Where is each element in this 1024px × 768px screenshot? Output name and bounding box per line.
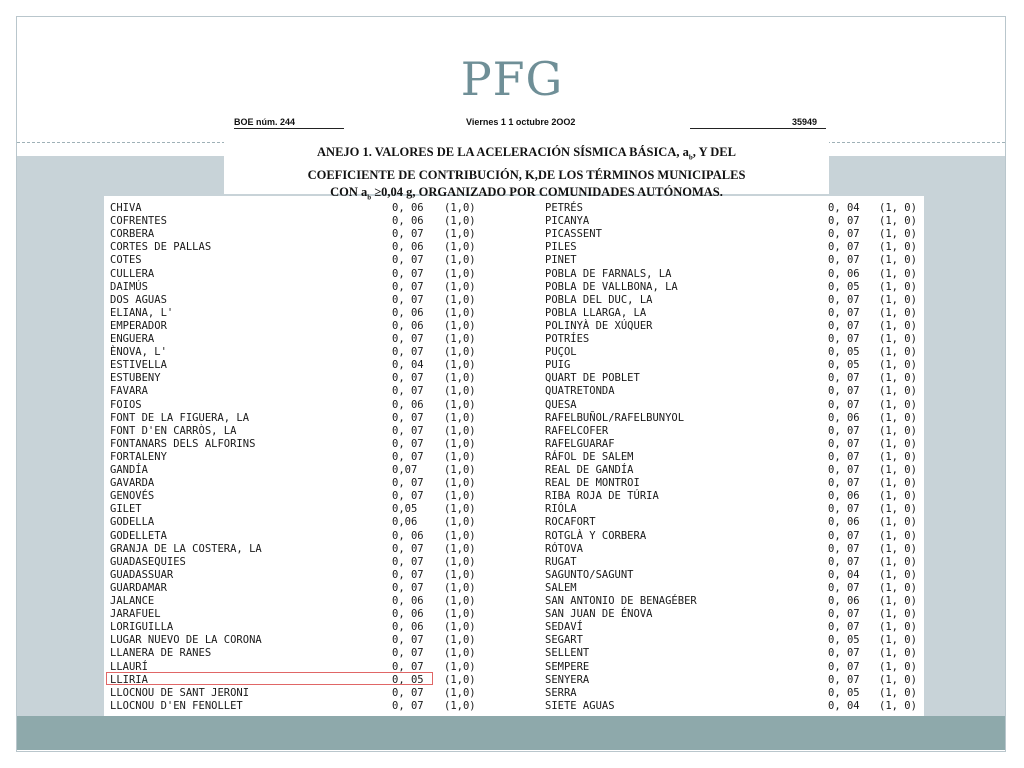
table-row: [0, 530, 1024, 543]
table-row: [0, 477, 1024, 490]
table-row: [0, 228, 1024, 241]
acceleration-value: 0, 07: [392, 568, 424, 581]
acceleration-value: 0, 07: [828, 228, 860, 241]
coefficient-value: (1, 0): [879, 660, 917, 673]
municipality-name: LLIRIA: [110, 673, 148, 686]
municipality-name: PILES: [545, 241, 577, 254]
coefficient-value: (1,0): [444, 529, 476, 542]
table-row: [0, 320, 1024, 333]
coefficient-value: (1,0): [444, 215, 476, 228]
table-row: [0, 569, 1024, 582]
annex-line-1: ANEJO 1. VALORES DE LA ACELERACIÓN SÍSMICA BÁSICA, $a_b$, Y DEL: [317, 145, 736, 162]
acceleration-value: 0, 07: [392, 293, 424, 306]
coefficient-value: (1,0): [444, 228, 476, 241]
municipality-name: COTES: [110, 254, 142, 267]
municipality-name: CHIVA: [110, 202, 142, 214]
municipality-name: GANDÍA: [110, 464, 148, 476]
coefficient-value: (1,0): [444, 647, 476, 660]
acceleration-value: 0, 07: [392, 437, 424, 450]
table-row: [0, 543, 1024, 556]
coefficient-value: (1, 0): [879, 306, 917, 319]
table-row: [0, 451, 1024, 464]
acceleration-value: 0, 07: [392, 542, 424, 555]
municipality-name: ELIANA, L': [110, 306, 174, 319]
municipality-name: SAGUNTO/SAGUNT: [545, 568, 634, 581]
acceleration-value: 0, 07: [828, 621, 860, 634]
coefficient-value: (1,0): [444, 568, 476, 581]
table-row: [0, 281, 1024, 294]
acceleration-value: 0, 07: [392, 411, 424, 424]
municipality-name: CORTES DE PALLAS: [110, 241, 212, 254]
municipality-name: FONT D'EN CARRÒS, LA: [110, 424, 237, 437]
coefficient-value: (1,0): [444, 464, 476, 476]
coefficient-value: (1, 0): [879, 346, 917, 359]
table-row: [0, 634, 1024, 647]
acceleration-value: 0, 07: [392, 555, 424, 568]
table-row: [0, 359, 1024, 372]
acceleration-value: 0, 07: [392, 686, 424, 699]
acceleration-value: 0, 07: [392, 372, 424, 385]
municipality-name: SENYERA: [545, 673, 590, 686]
boe-number: BOE núm. 244: [234, 117, 296, 127]
coefficient-value: (1,0): [444, 490, 476, 503]
acceleration-value: 0, 06: [392, 215, 424, 228]
coefficient-value: (1, 0): [879, 254, 917, 267]
table-row: [0, 215, 1024, 228]
acceleration-value: 0, 04: [828, 568, 860, 581]
coefficient-value: (1,0): [444, 686, 476, 699]
acceleration-value: 0, 06: [392, 241, 424, 254]
acceleration-value: 0, 07: [392, 450, 424, 463]
acceleration-value: 0, 07: [828, 215, 860, 228]
municipality-name: QUATRETONDA: [545, 385, 615, 398]
acceleration-value: 0, 07: [392, 385, 424, 398]
coefficient-value: (1, 0): [879, 450, 917, 463]
municipality-name: LUGAR NUEVO DE LA CORONA: [110, 634, 262, 647]
slide-title: PFG: [460, 52, 564, 106]
coefficient-value: (1,0): [444, 595, 476, 607]
municipality-name: GENOVÉS: [110, 490, 155, 503]
acceleration-value: 0, 07: [828, 437, 860, 450]
coefficient-value: (1, 0): [879, 437, 917, 450]
acceleration-value: 0, 07: [828, 306, 860, 319]
coefficient-value: (1,0): [444, 608, 476, 621]
coefficient-value: (1, 0): [879, 333, 917, 345]
acceleration-value: 0, 07: [392, 647, 424, 660]
acceleration-value: 0, 06: [392, 621, 424, 634]
acceleration-value: 0, 07: [392, 477, 424, 490]
municipality-name: LLAURÍ: [110, 660, 148, 673]
municipality-name: RIÓLA: [545, 503, 577, 516]
municipality-name: ESTUBENY: [110, 372, 161, 385]
municipality-name: LORIGUILLA: [110, 621, 174, 634]
acceleration-value: 0, 07: [828, 477, 860, 490]
annex-heading: [224, 138, 829, 201]
acceleration-value: 0, 06: [392, 202, 424, 214]
acceleration-value: 0, 05: [828, 686, 860, 699]
acceleration-value: 0, 07: [392, 280, 424, 293]
acceleration-value: 0, 05: [392, 673, 424, 686]
table-row: [0, 425, 1024, 438]
coefficient-value: (1, 0): [879, 516, 917, 529]
municipality-name: SAN JUAN DE ÉNOVA: [545, 608, 653, 621]
annex-line-3: CON $a_b \ge 0,04$ g, ORGANIZADO POR COMUNIDADES AUTÓNOMAS.: [330, 184, 723, 201]
municipality-name: RÓTOVA: [545, 542, 583, 555]
municipality-name: RAFELCOFER: [545, 424, 609, 437]
acceleration-value: 0, 07: [828, 555, 860, 568]
annex-line-2: COEFICIENTE DE CONTRIBUCIÓN, K,DE LOS TÉRMINOS MUNICIPALES: [307, 167, 746, 182]
acceleration-value: 0, 04: [828, 202, 860, 214]
acceleration-value: 0, 07: [828, 254, 860, 267]
municipality-name: PICANYA: [545, 215, 590, 228]
coefficient-value: (1,0): [444, 385, 476, 398]
coefficient-value: (1,0): [444, 503, 476, 516]
municipality-name: CULLERA: [110, 267, 155, 280]
municipality-name: PUIG: [545, 359, 571, 372]
municipality-name: COFRENTES: [110, 215, 167, 228]
municipality-name: DAIMÚS: [110, 280, 148, 293]
municipality-name: POBLA LLARGA, LA: [545, 306, 647, 319]
acceleration-value: 0,06: [392, 516, 418, 529]
coefficient-value: (1, 0): [879, 555, 917, 568]
coefficient-value: (1, 0): [879, 372, 917, 385]
municipality-name: RIBA ROJA DE TÚRIA: [545, 490, 659, 503]
coefficient-value: (1,0): [444, 477, 476, 490]
acceleration-value: 0, 07: [828, 673, 860, 686]
municipality-name: PUÇOL: [545, 346, 577, 359]
acceleration-value: 0, 07: [828, 372, 860, 385]
acceleration-value: 0, 07: [828, 424, 860, 437]
municipality-name: LLANERA DE RANES: [110, 647, 212, 660]
acceleration-value: 0, 07: [828, 293, 860, 306]
acceleration-value: 0, 07: [392, 333, 424, 345]
table-row: [0, 307, 1024, 320]
coefficient-value: (1,0): [444, 202, 476, 214]
boe-rule-left: [234, 128, 344, 129]
acceleration-value: 0, 06: [392, 306, 424, 319]
lliria-highlight-box: [106, 672, 433, 685]
coefficient-value: (1, 0): [879, 581, 917, 594]
municipality-name: FONTANARS DELS ALFORINS: [110, 437, 256, 450]
municipality-name: ÈNOVA, L': [110, 346, 167, 359]
coefficient-value: (1,0): [444, 437, 476, 450]
acceleration-value: 0, 07: [828, 398, 860, 411]
coefficient-value: (1, 0): [879, 424, 917, 437]
coefficient-value: (1,0): [444, 372, 476, 385]
acceleration-value: 0, 05: [828, 346, 860, 359]
table-row: [0, 346, 1024, 359]
table-row: [0, 700, 1024, 713]
acceleration-value: 0, 06: [828, 490, 860, 503]
acceleration-value: 0, 07: [392, 346, 424, 359]
municipality-name: FOIOS: [110, 398, 142, 411]
acceleration-value: 0, 07: [392, 267, 424, 280]
municipality-name: SAN ANTONIO DE BENAGÉBER: [545, 595, 697, 607]
municipality-name: POTRÍES: [545, 333, 590, 345]
acceleration-value: 0, 06: [392, 319, 424, 332]
coefficient-value: (1,0): [444, 398, 476, 411]
acceleration-value: 0, 07: [828, 542, 860, 555]
coefficient-value: (1, 0): [879, 398, 917, 411]
coefficient-value: (1,0): [444, 359, 476, 372]
municipality-name: SIETE AGUAS: [545, 699, 615, 712]
acceleration-value: 0, 06: [828, 595, 860, 607]
municipality-name: RAFELGUARAF: [545, 437, 615, 450]
acceleration-value: 0, 06: [828, 267, 860, 280]
acceleration-value: 0, 07: [392, 254, 424, 267]
coefficient-value: (1,0): [444, 450, 476, 463]
coefficient-value: (1,0): [444, 411, 476, 424]
coefficient-value: (1, 0): [879, 503, 917, 516]
municipality-name: POBLA DEL DUC, LA: [545, 293, 653, 306]
coefficient-value: (1,0): [444, 306, 476, 319]
coefficient-value: (1, 0): [879, 621, 917, 634]
acceleration-value: 0, 07: [392, 634, 424, 647]
table-row: [0, 241, 1024, 254]
municipality-name: LLOCNOU D'EN FENOLLET: [110, 699, 243, 712]
municipality-name: JARAFUEL: [110, 608, 161, 621]
coefficient-value: (1, 0): [879, 699, 917, 712]
table-row: [0, 516, 1024, 529]
acceleration-value: 0,05: [392, 503, 418, 516]
coefficient-value: (1,0): [444, 699, 476, 712]
acceleration-value: 0, 07: [392, 490, 424, 503]
acceleration-value: 0, 06: [828, 411, 860, 424]
municipality-name: PINET: [545, 254, 577, 267]
municipality-name: SEDAVÍ: [545, 621, 583, 634]
coefficient-value: (1, 0): [879, 215, 917, 228]
table-row: [0, 438, 1024, 451]
footer-band: [17, 716, 1005, 750]
table-row: [0, 503, 1024, 516]
municipality-name: QUART DE POBLET: [545, 372, 640, 385]
acceleration-value: 0, 07: [828, 581, 860, 594]
municipality-name: DOS AGUAS: [110, 293, 167, 306]
coefficient-value: (1,0): [444, 660, 476, 673]
acceleration-value: 0, 07: [828, 503, 860, 516]
coefficient-value: (1, 0): [879, 464, 917, 476]
coefficient-value: (1, 0): [879, 686, 917, 699]
coefficient-value: (1, 0): [879, 319, 917, 332]
municipality-name: ENGUERA: [110, 333, 155, 345]
acceleration-value: 0, 07: [828, 529, 860, 542]
coefficient-value: (1,0): [444, 293, 476, 306]
table-row: [0, 647, 1024, 660]
table-row: [0, 687, 1024, 700]
municipality-name: JALANCE: [110, 595, 155, 607]
municipality-name: FONT DE LA FIGUERA, LA: [110, 411, 250, 424]
municipality-name: RÁFOL DE SALEM: [545, 450, 634, 463]
coefficient-value: (1, 0): [879, 359, 917, 372]
coefficient-value: (1,0): [444, 319, 476, 332]
municipality-name: GILET: [110, 503, 142, 516]
coefficient-value: (1, 0): [879, 477, 917, 490]
coefficient-value: (1, 0): [879, 608, 917, 621]
coefficient-value: (1,0): [444, 516, 476, 529]
coefficient-value: (1, 0): [879, 490, 917, 503]
coefficient-value: (1, 0): [879, 529, 917, 542]
acceleration-value: 0, 07: [828, 333, 860, 345]
acceleration-value: 0, 07: [392, 228, 424, 241]
municipality-name: SALEM: [545, 581, 577, 594]
municipality-name: POBLA DE FARNALS, LA: [545, 267, 672, 280]
boe-page: 35949: [792, 117, 818, 127]
acceleration-value: 0, 07: [828, 385, 860, 398]
table-row: [0, 582, 1024, 595]
coefficient-value: (1,0): [444, 346, 476, 359]
coefficient-value: (1, 0): [879, 568, 917, 581]
coefficient-value: (1,0): [444, 267, 476, 280]
table-row: [0, 608, 1024, 621]
acceleration-value: 0, 04: [392, 359, 424, 372]
acceleration-value: 0, 05: [828, 634, 860, 647]
municipality-name: ROCAFORT: [545, 516, 596, 529]
acceleration-value: 0, 06: [392, 529, 424, 542]
municipality-name: FORTALENY: [110, 450, 167, 463]
table-row: [0, 294, 1024, 307]
coefficient-value: (1,0): [444, 621, 476, 634]
coefficient-value: (1,0): [444, 581, 476, 594]
municipality-name: QUESA: [545, 398, 577, 411]
acceleration-value: 0, 06: [392, 595, 424, 607]
table-row: [0, 268, 1024, 281]
municipality-name: SEGART: [545, 634, 583, 647]
acceleration-value: 0, 07: [828, 241, 860, 254]
table-row: [0, 621, 1024, 634]
municipality-name: SERRA: [545, 686, 577, 699]
municipality-name: PICASSENT: [545, 228, 602, 241]
acceleration-value: 0, 07: [392, 424, 424, 437]
municipality-name: RAFELBUÑOL/RAFELBUNYOL: [545, 411, 685, 424]
acceleration-value: 0, 07: [392, 581, 424, 594]
municipality-name: RUGAT: [545, 555, 577, 568]
acceleration-value: 0, 04: [828, 699, 860, 712]
coefficient-value: (1,0): [444, 254, 476, 267]
table-row: [0, 372, 1024, 385]
coefficient-value: (1,0): [444, 333, 476, 345]
coefficient-value: (1, 0): [879, 293, 917, 306]
acceleration-value: 0, 07: [828, 647, 860, 660]
coefficient-value: (1,0): [444, 673, 476, 686]
municipality-name: GODELLETA: [110, 529, 167, 542]
table-row: [0, 254, 1024, 267]
acceleration-value: 0, 07: [828, 319, 860, 332]
coefficient-value: (1,0): [444, 424, 476, 437]
municipality-name: GAVARDA: [110, 477, 155, 490]
table-row: [0, 595, 1024, 608]
coefficient-value: (1,0): [444, 555, 476, 568]
municipality-name: PETRÉS: [545, 202, 583, 214]
coefficient-value: (1,0): [444, 542, 476, 555]
municipality-name: SEMPERE: [545, 660, 590, 673]
coefficient-value: (1, 0): [879, 280, 917, 293]
acceleration-value: 0, 06: [392, 398, 424, 411]
acceleration-value: 0, 07: [828, 608, 860, 621]
table-row: [0, 333, 1024, 346]
coefficient-value: (1, 0): [879, 634, 917, 647]
acceleration-value: 0, 07: [392, 660, 424, 673]
table-row: [0, 385, 1024, 398]
acceleration-value: 0, 06: [392, 608, 424, 621]
boe-date: Viernes 1 1 octubre 2OO2: [466, 117, 576, 127]
municipality-name: SELLENT: [545, 647, 590, 660]
acceleration-value: 0, 07: [828, 660, 860, 673]
municipality-name: FAVARA: [110, 385, 148, 398]
municipality-name: LLOCNOU DE SANT JERONI: [110, 686, 250, 699]
coefficient-value: (1, 0): [879, 202, 917, 214]
municipality-name: REAL DE GANDÍA: [545, 464, 634, 476]
municipality-name: ROTGLÀ Y CORBERA: [545, 529, 647, 542]
municipality-name: GODELLA: [110, 516, 155, 529]
table-row: [0, 490, 1024, 503]
table-row: [0, 399, 1024, 412]
coefficient-value: (1, 0): [879, 647, 917, 660]
municipality-name: GUADASSUAR: [110, 568, 174, 581]
table-row: [0, 412, 1024, 425]
coefficient-value: (1, 0): [879, 267, 917, 280]
municipality-name: GRANJA DE LA COSTERA, LA: [110, 542, 262, 555]
coefficient-value: (1, 0): [879, 673, 917, 686]
coefficient-value: (1, 0): [879, 411, 917, 424]
municipality-name: GUADASEQUIES: [110, 555, 186, 568]
acceleration-value: 0, 06: [828, 516, 860, 529]
acceleration-value: 0, 07: [828, 464, 860, 476]
acceleration-value: 0, 05: [828, 280, 860, 293]
boe-rule-right: [690, 128, 826, 129]
acceleration-value: 0,07: [392, 464, 418, 476]
acceleration-value: 0, 07: [828, 450, 860, 463]
municipality-name: GUARDAMAR: [110, 581, 167, 594]
table-row: [0, 202, 1024, 215]
acceleration-value: 0, 05: [828, 359, 860, 372]
municipality-name: REAL DE MONTROI: [545, 477, 640, 490]
acceleration-value: 0, 07: [392, 699, 424, 712]
table-row: [0, 556, 1024, 569]
municipality-name: POBLA DE VALLBONA, LA: [545, 280, 678, 293]
municipality-name: POLINYÀ DE XÚQUER: [545, 319, 653, 332]
coefficient-value: (1,0): [444, 280, 476, 293]
municipality-name: ESTIVELLA: [110, 359, 167, 372]
coefficient-value: (1, 0): [879, 385, 917, 398]
municipality-name: CORBERA: [110, 228, 155, 241]
coefficient-value: (1,0): [444, 634, 476, 647]
coefficient-value: (1, 0): [879, 595, 917, 607]
municipality-name: EMPERADOR: [110, 319, 167, 332]
table-row: [0, 464, 1024, 477]
coefficient-value: (1, 0): [879, 542, 917, 555]
coefficient-value: (1,0): [444, 241, 476, 254]
coefficient-value: (1, 0): [879, 241, 917, 254]
coefficient-value: (1, 0): [879, 228, 917, 241]
